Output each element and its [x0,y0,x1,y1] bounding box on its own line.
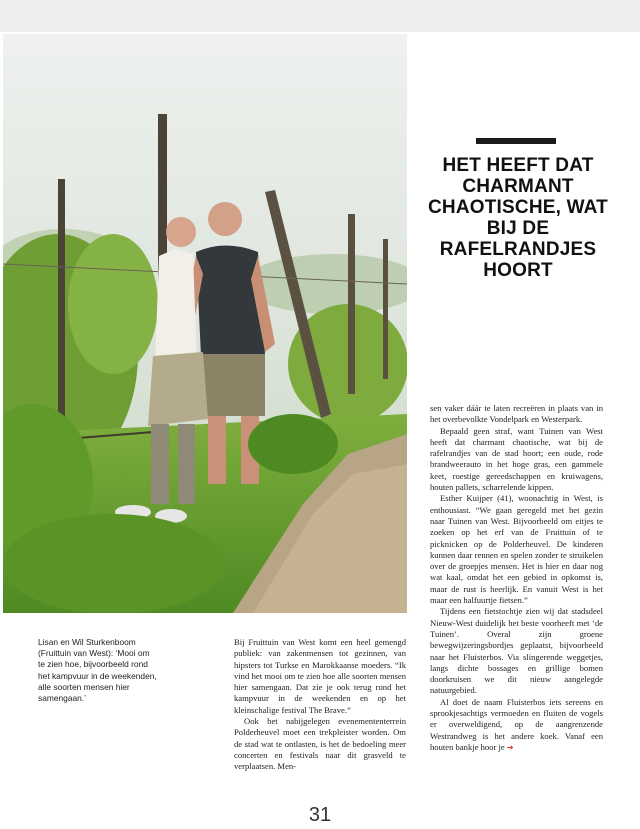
paragraph: Bij Fruittuin van West komt een heel gemengd publiek: van zakenmensen tot gezinnen, van hipsters tot Turkse en Marokkaanse moeders. “Ik vind het mooi om te zien hoe alle soorten mensen hier samengaan. Dat zie je ook terug rond het kampvuur in de weekenden en op het kleinschalige festival The Brave.” [234,637,406,715]
article-column-middle [234,637,406,773]
paragraph: Esther Kuijper (41), woonachtig in West, is enthousiast. “We gaan geregeld met het gezin naar Tuinen van West. Bijvoorbeeld om eitjes te zoeken op het erf van de Fruittuin of te picknicken op de Polderheuvel. De kinderen kunnen daar rennen en spelen zonder te struikelen over de groepjes mensen. Het is hier en daar nog wat kaal, omdat het een gebied in opkomst is, maar de rust is heerlijk. En vanuit West is het maar een halfuurtje fietsen.” [430,493,603,606]
paragraph [430,697,603,753]
page-number: 31 [308,804,332,826]
paragraph-text: Al doet de naam Fluisterbos iets sereens en sprookjesachtigs vermoeden en fluiten de vogels er overweldigend, op de aangrenzende Westrandweg is het andere koek. Vanaf een houten bankje hoor je [430,696,603,752]
pull-quote: HET HEEFT DAT CHARMANT CHAOTISCHE, WAT BIJ DE RAFELRANDJES HOORT [428,155,608,281]
paragraph: Ook het nabijgelegen evenemententerrein Polderheuvel moet een trekpleister worden. Om de stad wat te ontlasten, is het de bedoeling meer concerten en festivals naar dit grasveld te verplaatsen. Men- [234,716,406,772]
paragraph: Bepaald geen straf, want Tuinen van West heeft dat charmant chaotische, wat bij de rafelrandjes van de stad hoort; een oude, rode brandweerauto in het hoge gras, een gammele keet, roestige gereedschappen en kruiwagens, houten pallets, scharrelende kippen. [430,425,603,493]
continue-arrow-icon: ➔ [506,742,514,752]
pullquote-rule [476,138,556,144]
article-column-right [430,403,603,753]
photo-caption: Lisan en Wil Sturkenboom (Fruittuin van West): ‘Mooi om te zien hoe, bijvoorbeeld rond het kampvuur in de weekenden, alle soorten mensen hier samengaan.’ [38,637,157,704]
photo-couple-in-orchard [3,34,407,613]
paragraph: sen vaker dáár te laten recreëren in plaats van in het overbevolkte Vondelpark en Westerpark. [430,403,603,425]
paragraph: Tijdens een fietstochtje zien wij dat stadsdeel Nieuw-West duidelijk het beste voorheeft met ‘de Tuinen’. Overal zijn groene bewegwijzeringsbordjes geplaatst, bijvoorbeeld naar het Fluisterbos. Via slingerende weggetjes, langs dichte bossages en grillige bomen doorkruisen we dit nieuw aangelegde natuurgebied. [430,606,603,696]
